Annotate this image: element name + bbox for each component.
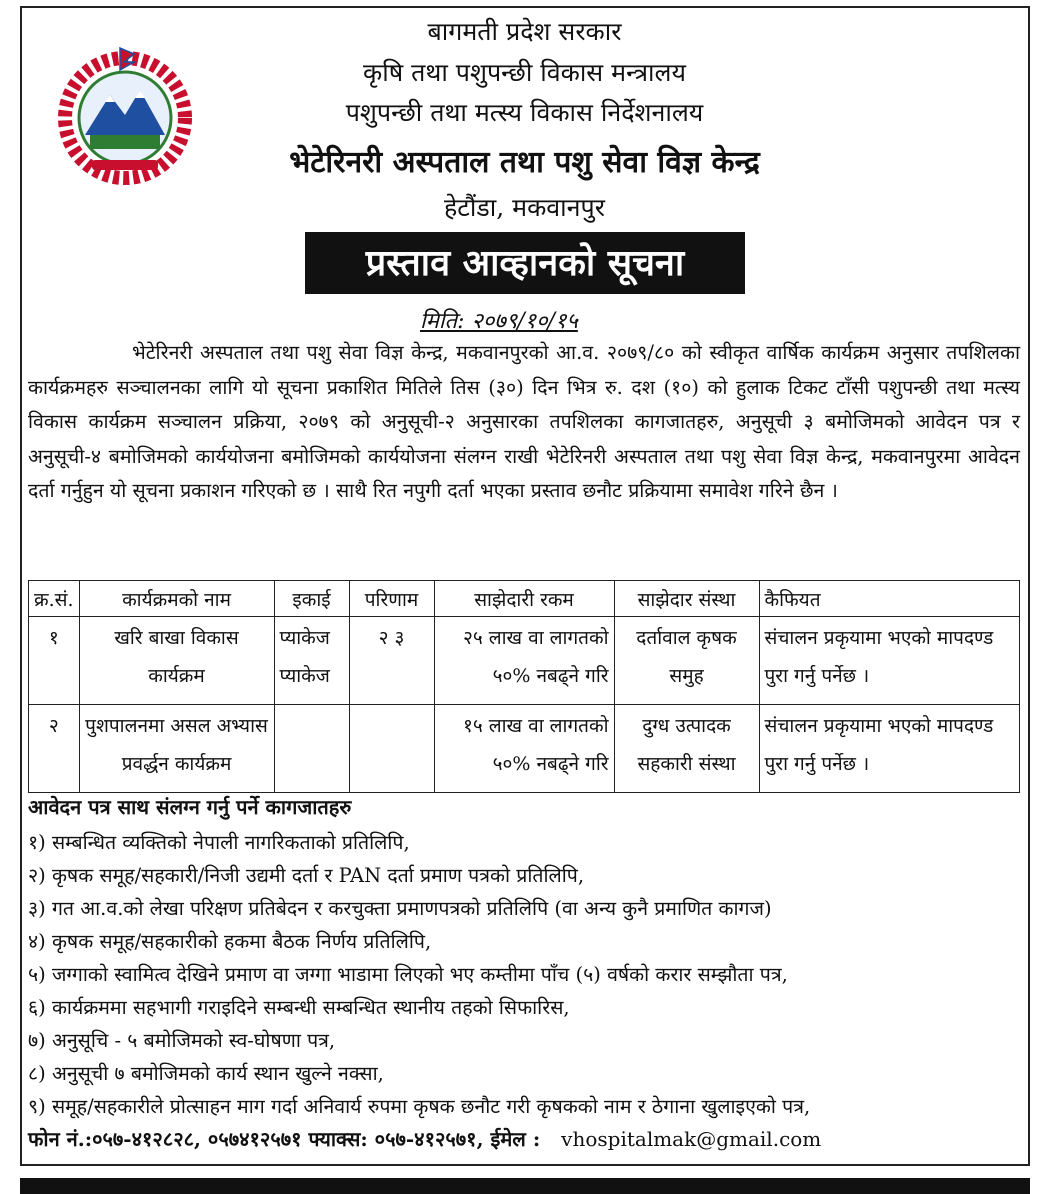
program-table [28, 580, 1020, 793]
contact-line [28, 1125, 821, 1152]
table-row [29, 705, 1020, 793]
list-item: ६) कार्यक्रममा सहभागी गराइदिने सम्बन्धी सम्बन्धित स्थानीय तहको सिफारिस, [28, 996, 570, 1019]
cell-org: दर्तावाल कृषक समुह [614, 617, 759, 705]
contact-email[interactable]: vhospitalmak@gmail.com [561, 1127, 822, 1151]
bottom-divider [20, 1178, 1030, 1194]
cell-amount: २५ लाख वा लागतको ५०% नबढ्ने गरि [434, 617, 614, 705]
col-header-qty: परिणाम [349, 581, 434, 617]
list-item: ९) समूह/सहकारीले प्रोत्साहन माग गर्दा अनिवार्य रुपमा कृषक छनौट गरी कृषकको नाम र ठेगाना खुलाइएको पत्र, [28, 1095, 811, 1118]
list-item: १) सम्बन्धित व्यक्तिको नेपाली नागरिकताको प्रतिलिपि, [28, 831, 410, 854]
cell-org: दुग्ध उत्पादक सहकारी संस्था [614, 705, 759, 793]
cell-sn: २ [29, 705, 80, 793]
cell-remark: संचालन प्रकृयामा भएको मापदण्ड पुरा गर्नु पर्नेछ । [759, 705, 1019, 793]
cell-name: खरि बाखा विकास कार्यक्रम [79, 617, 274, 705]
header-province: बागमती प्रदेश सरकार [427, 17, 622, 46]
cell-unit: प्याकेज प्याकेज [274, 617, 349, 705]
documents-list [28, 826, 1028, 1123]
list-item: ५) जग्गाको स्वामित्व देखिने प्रमाण वा जग्गा भाडामा लिएको भए कम्तीमा पाँच (५) वर्षको करार सम्झौता पत्र, [28, 963, 788, 986]
header-ministry: कृषि तथा पशुपन्छी विकास मन्त्रालय [363, 58, 686, 87]
cell-sn: १ [29, 617, 80, 705]
list-item: २) कृषक समूह/सहकारी/निजी उद्यमी दर्ता र PAN दर्ता प्रमाण पत्रको प्रतिलिपि, [28, 864, 585, 887]
col-header-org: साझेदार संस्था [614, 581, 759, 617]
contact-phone-fax: फोन नं.:०५७-४१२८२८, ०५७४१२५७१ फ्याक्स: ०५७-४१२५७१, ईमेल : [28, 1127, 541, 1151]
cell-unit [274, 705, 349, 793]
list-item: ३) गत आ.व.को लेखा परिक्षण प्रतिबेदन र करचुक्ता प्रमाणपत्रको प्रतिलिपि (वा अन्य कुनै प्रमाणित कागज) [28, 897, 772, 920]
col-header-unit: इकाई [274, 581, 349, 617]
table-row [29, 617, 1020, 705]
cell-qty: २ ३ [349, 617, 434, 705]
header-directorate: पशुपन्छी तथा मत्स्य विकास निर्देशनालय [345, 98, 704, 127]
list-item: ७) अनुसूचि - ५ बमोजिमको स्व-घोषणा पत्र, [28, 1029, 336, 1052]
header-office: भेटेरिनरी अस्पताल तथा पशु सेवा विज्ञ केन्द्र [289, 145, 760, 180]
notice-body: भेटेरिनरी अस्पताल तथा पशु सेवा विज्ञ केन्द्र, मकवानपुरको आ.व. २०७९/८० को स्वीकृत वार्षिक कार्यक्रम अनुसार तपशिलका कार्यक्रमहरु सञ्चालनका लागि यो सूचना प्रकाशित मितिले तिस (३०) दिन भित्र रु. दश (१०) को हुलाक टिकट टाँसी पशुपन्छी तथा मत्स्य विकास कार्यक्रम सञ्चालन प्रक्रिया, २०७९ को अनुसूची-२ अनुसारका तपशिलका कागजातहरु, अनुसूची ३ बमोजिमको आवेदन पत्र र अनुसूची-४ बमोजिमको कार्ययोजना बमोजिमको कार्ययोजना संलग्न राखी भेटेरिनरी अस्पताल तथा पशु सेवा विज्ञ केन्द्र, मकवानपुरमा आवेदन दर्ता गर्नुहुन यो सूचना प्रकाशन गरिएको छ । साथै रित नपुगी दर्ता भएका प्रस्ताव छनौट प्रक्रियामा समावेश गरिने छैन । [28, 341, 1020, 502]
cell-remark: संचालन प्रकृयामा भएको मापदण्ड पुरा गर्नु पर्नेछ । [759, 617, 1019, 705]
col-header-amount: साझेदारी रकम [434, 581, 614, 617]
list-item: ४) कृषक समूह/सहकारीको हकमा बैठक निर्णय प्रतिलिपि, [28, 930, 432, 953]
table-header-row [29, 581, 1020, 617]
cell-name: पुशपालनमा असल अभ्यास प्रवर्द्धन कार्यक्रम [79, 705, 274, 793]
notice-date: मिति: २०७९/१०/१५ [420, 309, 578, 334]
header-location: हेटौंडा, मकवानपुर [444, 193, 605, 222]
cell-amount: १५ लाख वा लागतको ५०% नबढ्ने गरि [434, 705, 614, 793]
col-header-remark: कैफियत [759, 581, 1019, 617]
notice-title: प्रस्ताव आव्हानको सूचना [305, 232, 745, 294]
col-header-name: कार्यक्रमको नाम [79, 581, 274, 617]
cell-qty [349, 705, 434, 793]
col-header-sn: क्र.सं. [29, 581, 80, 617]
list-item: ८) अनुसूची ७ बमोजिमको कार्य स्थान खुल्ने नक्सा, [28, 1062, 384, 1085]
documents-title: आवेदन पत्र साथ संलग्न गर्नु पर्ने कागजातहरु [28, 795, 352, 819]
